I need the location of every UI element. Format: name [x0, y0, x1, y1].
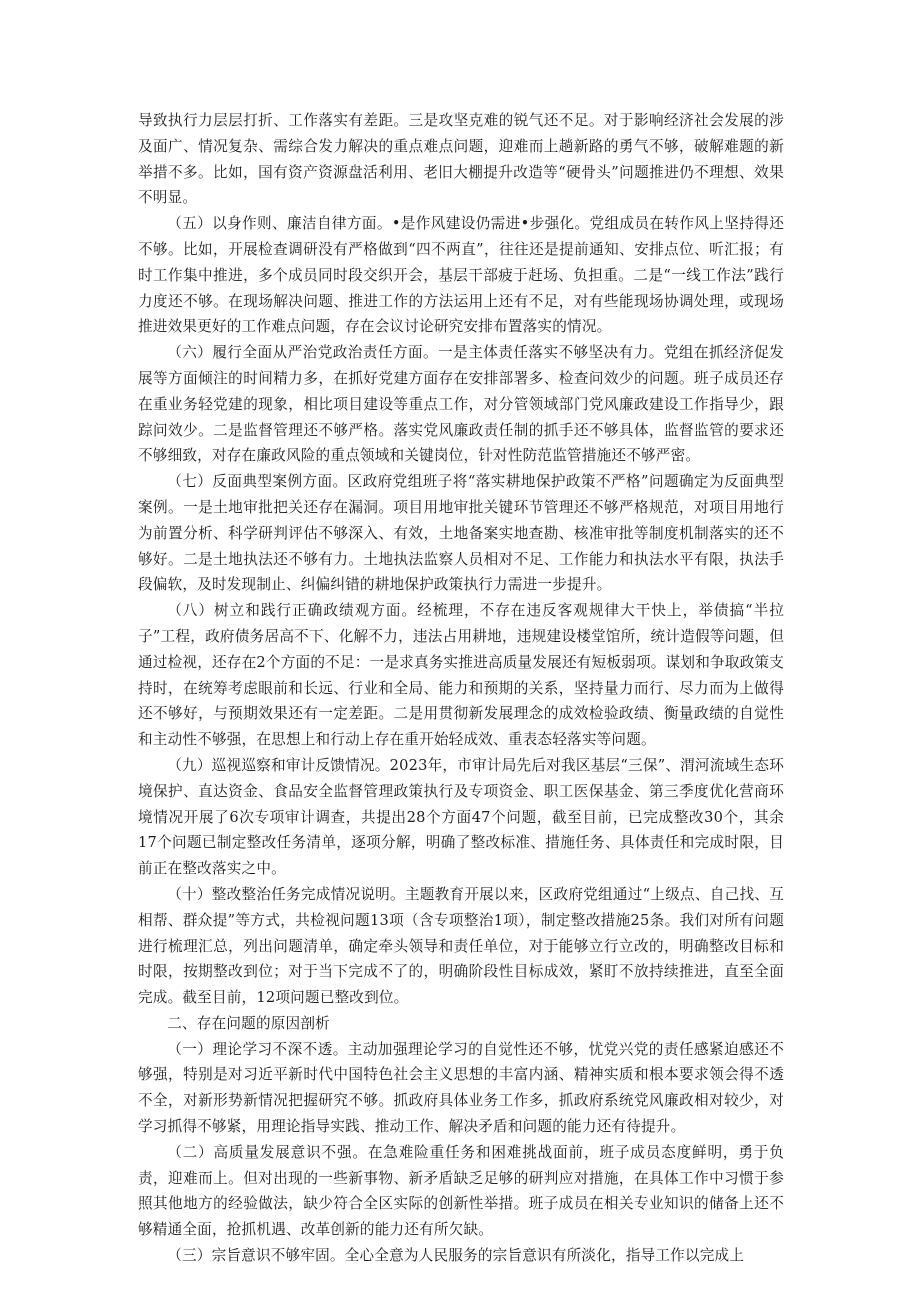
- paragraph-section-8: （八）树立和践行正确政绩观方面。经梳理，不存在违反客观规律大干快上，举债搞“半拉子”工程，政府债务居高不下、化解不力，违法占用耕地，违规建设楼堂馆所，统计造假等问题，但通过检视，还存在2个方面的不足：一是求真务实推进高质量发展还有短板弱项。谋划和争取政策支持时，在统筹考虑眼前和长远、行业和全局、能力和预期的关系，坚持量力而行、尽力而为上做得还不够好，与预期效果还有一定差距。二是用贯彻新发展理念的成效检验政绩、衡量政绩的自觉性和主动性不够强，在思想上和行动上存在重开始轻成效、重表态轻落实等问题。: [138, 602, 784, 749]
- section-heading-2: 二、存在问题的原因剖析: [167, 1014, 330, 1032]
- document-page: [138, 108, 784, 1269]
- paragraph-cause-2: （二）高质量发展意识不强。在急难险重任务和困难挑战面前，班子成员态度鲜明，勇于负责，迎难而上。但对出现的一些新事物、新矛盾缺乏足够的研判应对措施，在具体工作中习惯于参照其他地方的经验做法，缺少符合全区实际的创新性举措。班子成员在相关专业知识的储备上还不够精通全面，抢抓机遇、改革创新的能力还有所欠缺。: [138, 1143, 784, 1239]
- paragraph-section-10: （十）整改整治任务完成情况说明。主题教育开展以来，区政府党组通过“上级点、自己找、互相帮、群众提”等方式，共检视问题13项（含专项整治1项），制定整改措施25条。我们对所有问题进行梳理汇总，列出问题清单，确定牵头领导和责任单位，对于能够立行立改的，明确整改目标和时限，按期整改到位；对于当下完成不了的，明确阶段性目标成效，紧盯不放持续推进，直至全面完成。截至目前，12项问题已整改到位。: [138, 885, 784, 1007]
- paragraph-continuation: 导致执行力层层打折、工作落实有差距。三是攻坚克难的锐气还不足。对于影响经济社会发展的涉及面广、情况复杂、需综合发力解决的重点难点问题，迎难而上趟新路的勇气不够，破解难题的新举措不多。比如，国有资产资源盘活利用、老旧大棚提升改造等“硬骨头”问题推进仍不理想、效果不明显。: [138, 112, 784, 207]
- paragraph-cause-3: （三）宗旨意识不够牢固。全心全意为人民服务的宗旨意识有所淡化，指导工作以完成上: [167, 1247, 745, 1265]
- paragraph-section-9: （九）巡视巡察和审计反馈情况。2023年，市审计局先后对我区基层“三保”、渭河流域生态环境保护、直达资金、食品安全监督管理政策执行及专项资金、职工医保基金、第三季度优化营商环境情况开展了6次专项审计调查，共提出28个方面47个问题，截至目前，已完成整改30个，其余17个问题已制定整改任务清单，逐项分解，明确了整改标准、措施任务、具体责任和完成时限，目前正在整改落实之中。: [138, 756, 784, 878]
- paragraph-cause-1: （一）理论学习不深不透。主动加强理论学习的自觉性还不够，忧党兴党的责任感紧迫感还不够强，特别是对习近平新时代中国特色社会主义思想的丰富内涵、精神实质和根本要求领会得不透不全，对新形势新情况把握研究不够。抓政府具体业务工作多，抓政府系统党风廉政相对较少，对学习抓得不够紧，用理论指导实践、推动工作、解决矛盾和问题的能力还有待提升。: [138, 1040, 784, 1136]
- paragraph-section-5: （五）以身作则、廉洁自律方面。•是作风建设仍需进•步强化。党组成员在转作风上坚持得还不够。比如，开展检查调研没有严格做到“四不两直”，往往还是提前通知、安排点位、听汇报；有时工作集中推进，多个成员同时段交织开会，基层干部疲于赶场、负担重。二是“一线工作法”践行力度还不够。在现场解决问题、推进工作的方法运用上还有不足，对有些能现场协调处理，或现场推进效果更好的工作难点问题，存在会议讨论研究安排布置落实的情况。: [138, 215, 784, 336]
- paragraph-section-7: （七）反面典型案例方面。区政府党组班子将“落实耕地保护政策不严格”问题确定为反面典型案例。一是土地审批把关还存在漏洞。项目用地审批关键环节管理还不够严格规范，对项目用地行为前置分析、科学研判评估不够深入、有效，土地备案实地查勘、核准审批等制度机制落实的还不够好。二是土地执法还不够有力。土地执法监察人员相对不足、工作能力和执法水平有限，执法手段偏软，及时发现制止、纠偏纠错的耕地保护政策执行力需进一步提升。: [138, 473, 784, 594]
- paragraph-section-6: （六）履行全面从严治党政治责任方面。一是主体责任落实不够坚决有力。党组在抓经济促发展等方面倾注的时间精力多，在抓好党建方面存在安排部署多、检查问效少的问题。班子成员还存在重业务轻党建的现象，相比项目建设等重点工作，对分管领域部门党风廉政建设工作指导少，跟踪问效少。二是监督管理还不够严格。落实党风廉政责任制的抓手还不够具体，监督监管的要求还不够细致，对存在廉政风险的重点领域和关键岗位，针对性防范监管措施还不够严密。: [138, 344, 784, 465]
